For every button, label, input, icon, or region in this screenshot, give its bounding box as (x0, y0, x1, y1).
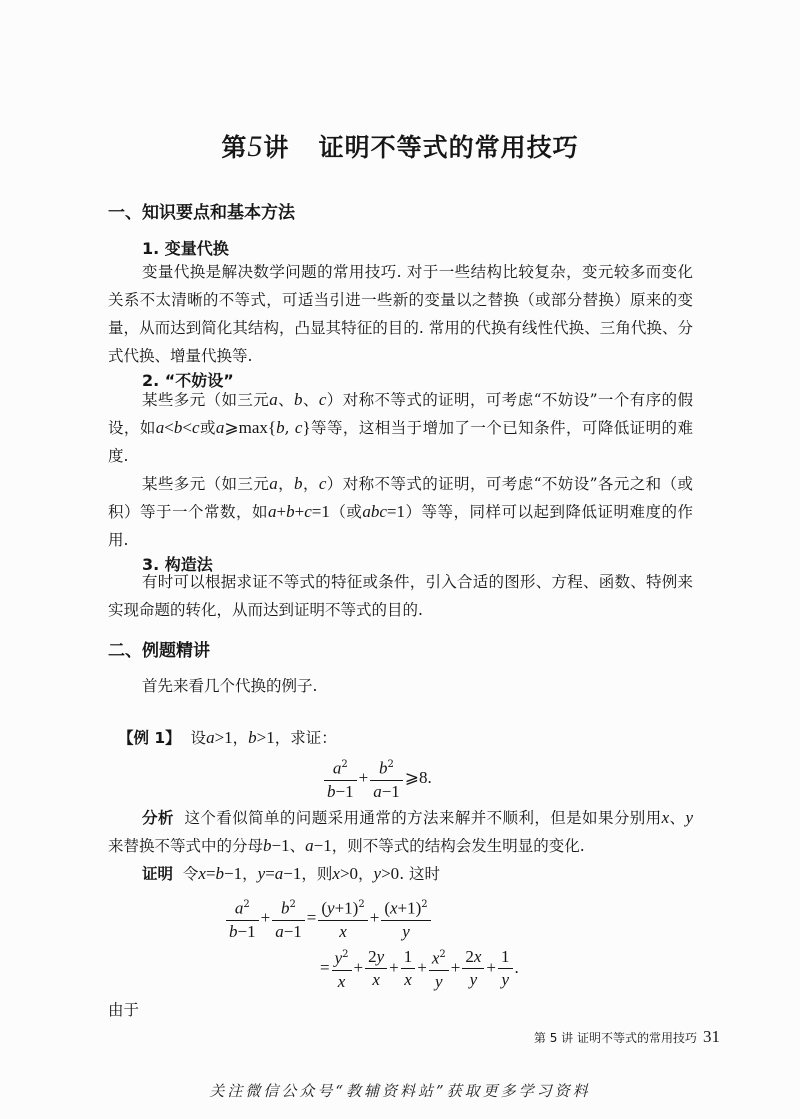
example-inequality: $\frac{a^2}{b-1}$ + $\frac{b^2}{a-1}$ ⩾8. (322, 754, 432, 803)
paragraph-2: 某些多元（如三元a、b、c）对称不等式的证明，可考虑“不妨设”一个有序的假设，如a<b<c或a⩾max{b, c}等等，这相当于增加了一个已知条件，可降低证明的难度. (108, 390, 693, 465)
proof-line: 证明 令x=b−1，y=a−1，则x>0，y>0. 这时 (142, 864, 441, 883)
subheading-2: 2. “不妨设” (142, 371, 234, 390)
analysis-paragraph: 分析 这个看似简单的问题采用通常的方法来解并不顺利，但是如果分别用x、y来替换不等式中的分母b−1、a−1，则不等式的结构会发生明显的变化. (108, 808, 693, 855)
subheading-3: 3. 构造法 (142, 555, 213, 574)
page-footer: 第 5 讲 证明不等式的常用技巧 31 (533, 1027, 720, 1046)
proof-equation-2: = $\frac{y^2}{x}$ + $\frac{2y}{x}$ + $\frac{1}{x}$ + $\frac{x^2}{y}$ + $\frac{2x}{y}$ + $\frac{1}{y}$ . (320, 944, 519, 993)
since-text: 由于 (108, 1001, 140, 1019)
paragraph-4: 有时可以根据求证不等式的特征或条件，引入合适的图形、方程、函数、特例来实现命题的转化，从而达到证明不等式的目的. (108, 573, 693, 619)
proof-equation-1: $\frac{a^2}{b-1}$ + $\frac{b^2}{a-1}$ = $\frac{(y+1)^2}{x}$ + $\frac{(x+1)^2}{y}$ (224, 894, 433, 943)
intro-text: 首先来看几个代换的例子. (142, 677, 318, 695)
subheading-1: 1. 变量代换 (142, 239, 229, 258)
example-1: 【例 1】 设a>1，b>1，求证： (118, 728, 337, 747)
paragraph-3: 某些多元（如三元a，b，c）对称不等式的证明，可考虑“不妨设”各元之和（或积）等于一个常数，如a+b+c=1（或abc=1）等等，同样可以起到降低证明难度的作用. (108, 474, 693, 549)
section-heading-2: 二、例题精讲 (108, 641, 210, 661)
section-heading-1: 一、知识要点和基本方法 (108, 203, 295, 223)
watermark-text: 关注微信公众号“教辅资料站”获取更多学习资料 (209, 1082, 591, 1100)
paragraph-1: 变量代换是解决数学问题的常用技巧. 对于一些结构比较复杂，变元较多而变化关系不太清晰的不等式，可适当引进一些新的变量以之替换（或部分替换）原来的变量，从而达到简化其结构，凸显其特征的目的. 常用的代换有线性代换、三角代换、分式代换、增量代换等. (108, 263, 693, 365)
page-title: 第5讲 证明不等式的常用技巧 (221, 130, 579, 163)
page-number: 31 (703, 1027, 720, 1046)
